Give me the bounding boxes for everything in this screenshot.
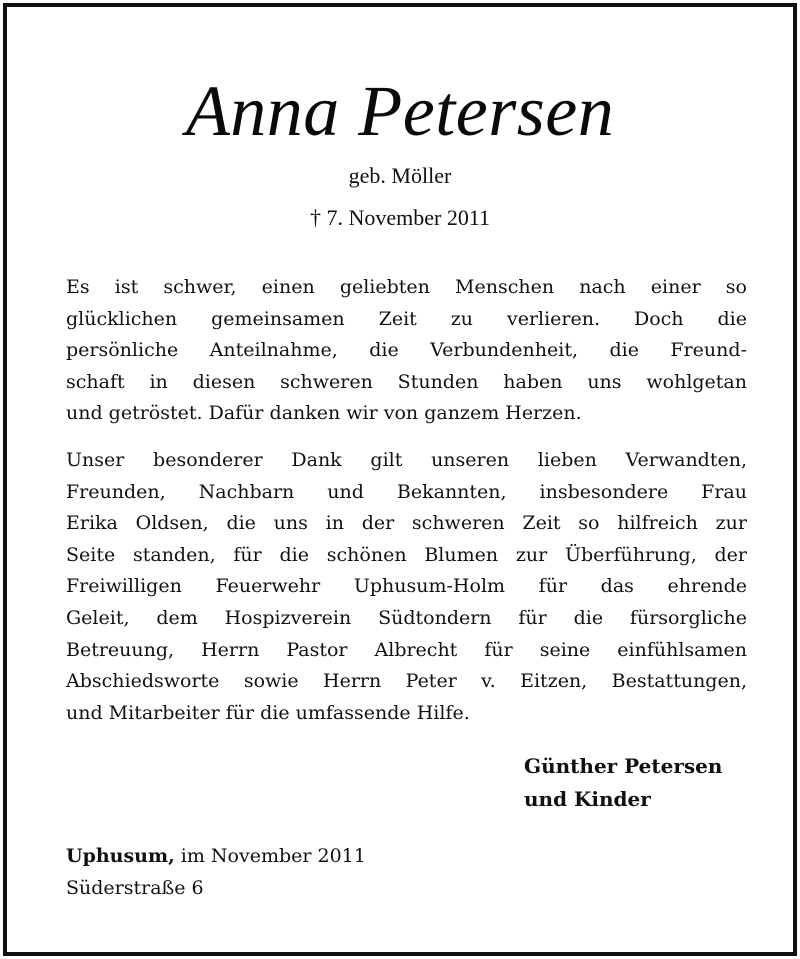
signature-name: Günther Petersen <box>524 754 723 778</box>
paragraph-line: und getröstet. Dafür danken wir von ganzem Herzen. <box>66 402 582 425</box>
paragraph-line: Freunden, Nachbarn und Bekannten, insbesondere Frau <box>66 480 747 503</box>
death-date: † 7. November 2011 <box>309 205 491 230</box>
signature-family: und Kinder <box>524 787 651 811</box>
street-address: Süderstraße 6 <box>66 877 204 899</box>
paragraph-line: Es ist schwer, einen geliebten Menschen nach einer so <box>66 276 747 298</box>
paragraph-line: Geleit, dem Hospizverein Südtondern für die fürsorgliche <box>66 606 747 629</box>
signature <box>524 750 722 816</box>
paragraph-line: Abschiedsworte sowie Herrn Peter v. Eitzen, Bestattungen, <box>66 670 747 693</box>
deceased-name: Anna Petersen <box>185 71 615 151</box>
paragraph-line: persönliche Anteilnahme, die Verbundenheit, die Freund- <box>66 339 747 362</box>
paragraph-line: Erika Oldsen, die uns in der schweren Zeit so hilfreich zur <box>66 512 747 535</box>
thanks-paragraph-2 <box>66 445 747 729</box>
paragraph-line: Betreuung, Herrn Pastor Albrecht für seine einfühlsamen <box>66 638 747 661</box>
paragraph-line: Seite standen, für die schönen Blumen zur Überführung, der <box>66 543 747 566</box>
paragraph-line: und Mitarbeiter für die umfassende Hilfe. <box>66 701 470 724</box>
notice-frame <box>3 3 797 956</box>
place-name: Uphusum, <box>66 845 175 867</box>
place-date-line <box>66 840 366 872</box>
paragraph-line: glücklichen gemeinsamen Zeit zu verlieren. Doch die <box>66 307 747 330</box>
notice-date: im November 2011 <box>180 845 366 867</box>
paragraph-line: Freiwilligen Feuerwehr Uphusum-Holm für das ehrende <box>66 575 747 598</box>
maiden-name: geb. Möller <box>348 163 452 188</box>
paragraph-line: schaft in diesen schweren Stunden haben uns wohlgetan <box>66 370 747 393</box>
location-block <box>66 840 366 904</box>
paragraph-line: Unser besonderer Dank gilt unseren lieben Verwandten, <box>66 449 747 471</box>
thanks-paragraph-1 <box>66 272 747 430</box>
